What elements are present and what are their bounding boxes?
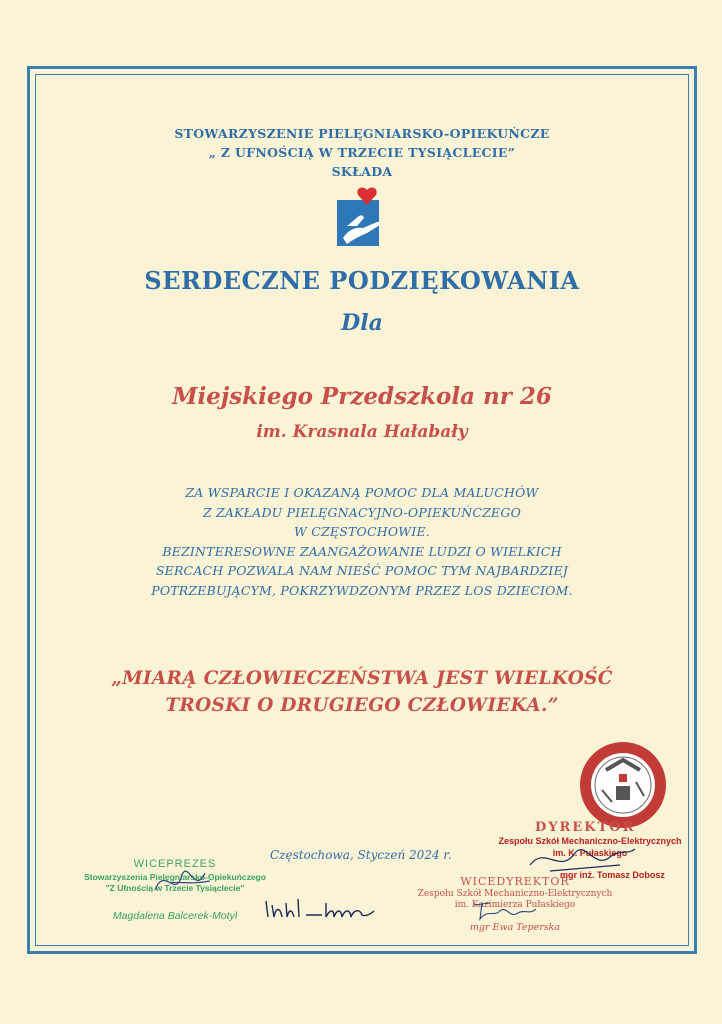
- left-signatory-role: WICEPREZES: [133, 858, 217, 870]
- quote-line: „MIARĄ CZŁOWIECZEŃSTWA JEST WIELKOŚĆ: [111, 668, 613, 689]
- left-signatory-org-line: "Z Ufnością w Trzecie Tysiąclecie": [105, 883, 245, 893]
- left-signatory-name: Magdalena Balcerek-Motyl: [112, 910, 238, 922]
- recipient-name: Miejskiego Przedszkola nr 26: [172, 383, 552, 410]
- middle-signatory-name: mgr Ewa Teperska: [469, 922, 561, 933]
- right-signatory-role: DYREKTOR: [535, 820, 636, 835]
- left-signature-icon: [150, 855, 220, 905]
- right-signatory-org-line: Zespołu Szkół Mechaniczno-Elektrycznych: [498, 836, 682, 846]
- right-signature-icon: [520, 835, 640, 880]
- body-line: SERCACH POZWALA NAM NIEŚĆ POMOC TYM NAJBARDZIEJ: [155, 563, 569, 578]
- body-line: Z ZAKŁADU PIELĘGNACYJNO-OPIEKUŃCZEGO: [202, 504, 522, 520]
- body-line: BEZINTERESOWNE ZAANGAŻOWANIE LUDZI O WIELKICH: [162, 543, 562, 559]
- middle-signatory-role: WICEDYREKTOR: [460, 875, 570, 888]
- certificate-title: SERDECZNE PODZIĘKOWANIA: [144, 266, 580, 295]
- header-verb: SKŁADA: [331, 164, 393, 179]
- quote: [35, 665, 689, 719]
- header-organization: STOWARZYSZENIE PIELĘGNIARSKO-OPIEKUŃCZE: [174, 126, 550, 141]
- heart-hand-logo-icon: [337, 186, 387, 248]
- thanks-body: [35, 483, 689, 600]
- recipient-patron: im. Krasnala Hałabały: [256, 422, 468, 442]
- middle-signature-icon: [470, 895, 540, 925]
- left-signatory-org-line: Stowarzyszenia Pielęgniarsko-Opiekuńczego: [84, 872, 266, 882]
- body-line: POTRZEBUJĄCYM, POKRZYWDZONYM PRZEZ LOS DZIECIOM.: [151, 582, 573, 598]
- body-line: W CZĘSTOCHOWIE.: [294, 524, 430, 539]
- right-signatory-name: mgr inż. Tomasz Dobosz: [560, 870, 665, 880]
- right-signatory-org-line: im. K. Pułaskiego: [552, 848, 628, 858]
- place-date: Częstochowa, Styczeń 2024 r.: [270, 848, 452, 862]
- quote-line: TROSKI O DRUGIEGO CZŁOWIEKA.”: [165, 695, 559, 716]
- middle-signatory-org-line: Zespołu Szkół Mechaniczno-Elektrycznych: [417, 889, 613, 899]
- for-label: Dla: [341, 310, 383, 336]
- middle-signatory-org-line: im. Kazimierza Pułaskiego: [454, 900, 576, 910]
- body-line: ZA WSPARCIE I OKAZANĄ POMOC DLA MALUCHÓW: [185, 485, 539, 500]
- school-seal-icon: [578, 740, 668, 830]
- header: [35, 124, 689, 181]
- header-motto: „ Z UFNOŚCIĄ W TRZECIE TYSIĄCLECIE”: [208, 145, 516, 160]
- center-signature-icon: [262, 895, 392, 923]
